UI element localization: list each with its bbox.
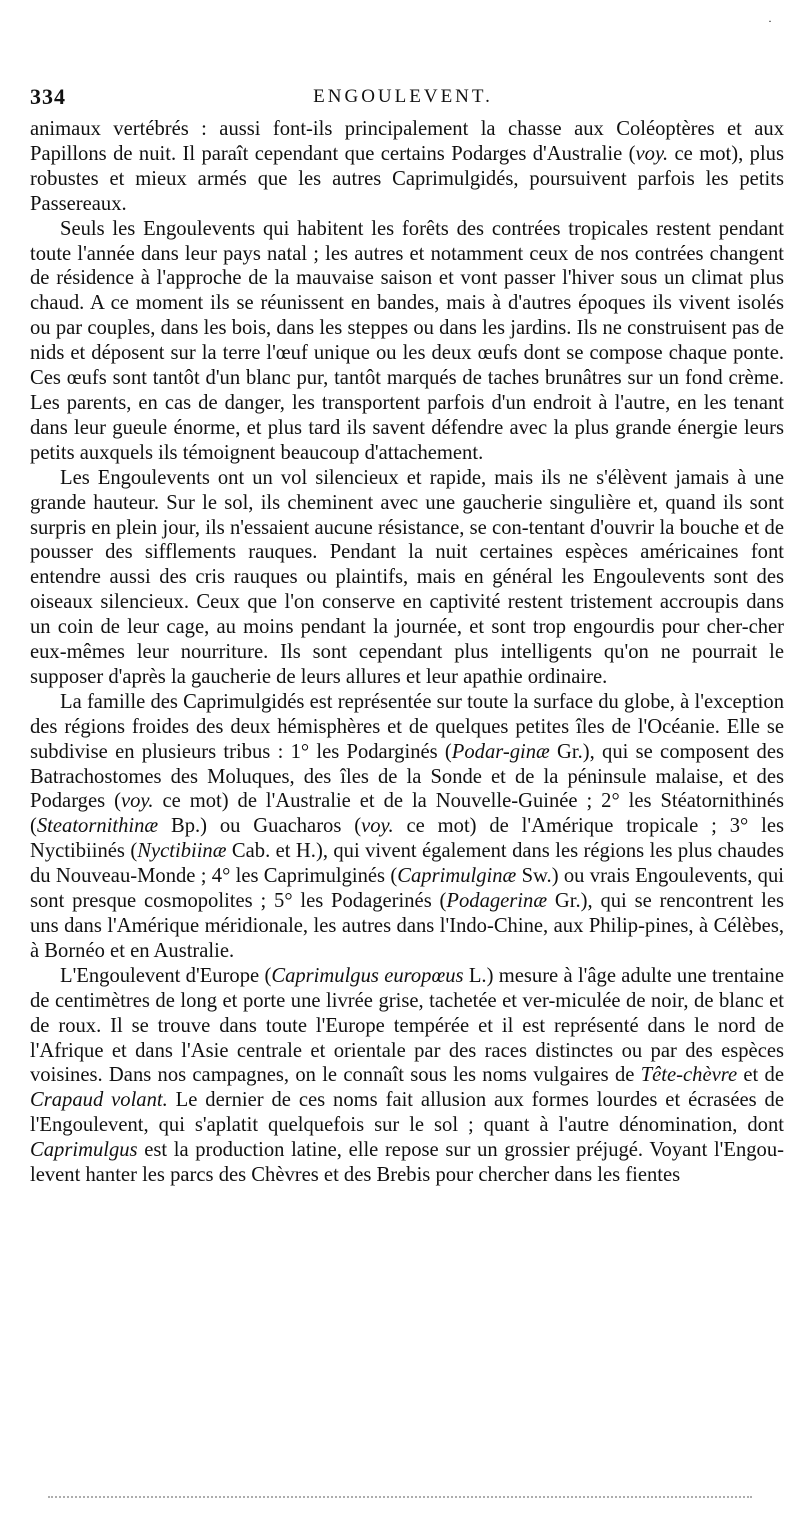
page-header <box>30 14 776 110</box>
paragraph <box>30 466 784 690</box>
body-text <box>30 117 784 1188</box>
text-run: ce mot) de l'Australie et de la Nouvelle-Guinée ; 2° les Stéatornithinés ( <box>30 790 784 838</box>
text-run: animaux vertébrés : aussi font-ils principalement la chasse aux Coléoptères et aux Papillons de nuit. Il paraît cependant que certains Podarges d'Australie ( <box>30 118 784 165</box>
text-run: Les Engoulevents ont un vol silencieux et rapide, mais ils ne s'élèvent jamais à une grande hauteur. Sur le sol, ils cheminent avec une gaucherie singulière et, quand ils sont surpris en plein jour, ils n'essaient aucune résistance, se con-tentant d'ouvrir la bouche et de pousser des sifflements rauques. Pendant la nuit certaines espèces américaines font entendre aussi des cris rauques ou plaintifs, mais en général les Engoulevents sont des oiseaux silencieux. Ceux que l'on conserve en captivité restent tristement accroupis dans un coin de leur cage, au moins pendant la journée, et sont trop engourdis pour cher-cher eux-mêmes leur nourriture. Ils sont cependant plus intelligents qu'on ne pourrait le supposer d'après la gaucherie de leurs allures et leur apathie ordinaire. <box>30 466 784 688</box>
italic-term: voy. <box>361 815 394 838</box>
text-run: ce mot), plus robustes et mieux armés que les autres Caprimulgidés, poursuivent parfois les petits Passereaux. <box>30 142 784 215</box>
text-run: Le dernier de ces noms fait allusion aux formes lourdes et écrasées de l'Engoulevent, qui s'aplatit quelquefois sur le sol ; quant à l'autre dénomination, dont <box>30 1089 784 1137</box>
running-title: ENGOULEVENT. <box>313 86 493 107</box>
italic-term: Caprimulgus <box>30 1139 138 1162</box>
footer-rule <box>48 1496 752 1498</box>
text-run: Gr.), qui se composent des Batrachostomes des Moluques, des îles de la Sonde et de la péninsule malaise, et des Podarges ( <box>30 740 784 813</box>
italic-term: Tête-chèvre <box>640 1064 738 1087</box>
paragraph <box>30 217 784 466</box>
italic-term: voy. <box>635 142 669 165</box>
italic-term: Nyctibiinæ <box>137 840 227 863</box>
italic-term: Caprimulginæ <box>397 865 517 888</box>
text-run: Seuls les Engoulevents qui habitent les forêts des contrées tropicales restent pendant toute l'année dans leur pays natal ; les autres et notamment ceux de nos contrées changent de résidence à l'approche de la mauvaise saison et vont passer l'hiver sous un climat plus chaud. A ce moment ils se réunissent en bandes, mais à d'autres époques ils vivent isolés ou par couples, dans les bois, dans les steppes ou dans les jardins. Ils ne construisent pas de nids et déposent sur la terre l'œuf unique ou les deux œufs dont se compose chaque ponte. Ces œufs sont tantôt d'un blanc pur, tantôt marqués de taches brunâtres sur un fond crème. Les parents, en cas de danger, les transportent parfois d'un endroit à l'autre, en les tenant dans leur gueule énorme, et plus tard ils savent défendre avec la plus grande énergie leurs petits auxquels ils témoignent beaucoup d'attachement. <box>30 217 784 464</box>
text-run: Bp.) ou Guacharos ( <box>158 815 362 838</box>
italic-term: Podar-ginæ <box>451 740 550 763</box>
italic-term: Steatornithinæ <box>36 815 159 838</box>
corner-mark: · <box>768 14 772 28</box>
text-run: L.) mesure à l'âge adulte une trentaine de centimètres de long et porte une livrée grise, tachetée et ver-miculée de noir, de blanc et de roux. Il se trouve dans toute l'Europe tempérée et il est représenté dans le nord de l'Afrique et dans l'Asie centrale et orientale par des races distinctes ou par des espèces voisines. Dans nos campagnes, on le connaît sous les noms vulgaires de <box>30 964 784 1087</box>
text-run: La famille des Caprimulgidés est représentée sur toute la surface du globe, à l'exception des régions froides des deux hémisphères et de quelques petites îles de l'Océanie. Elle se subdivise en plusieurs tribus : 1° les Podarginés ( <box>30 690 784 763</box>
page-number: 334 <box>30 84 66 109</box>
paragraph <box>30 117 784 217</box>
text-run: Cab. et H.), qui vivent également dans les régions les plus chaudes du Nouveau-Monde ; 4° les Caprimulginés ( <box>30 840 784 888</box>
text-run: ce mot) de l'Amérique tropicale ; 3° les Nyctibiinés ( <box>30 815 784 863</box>
paragraph <box>30 690 784 964</box>
text-run: Sw.) ou vrais Engoulevents, qui sont presque cosmopolites ; 5° les Podagerinés ( <box>30 865 784 913</box>
text-run: et de <box>737 1064 784 1087</box>
italic-term: Podagerinæ <box>446 890 548 913</box>
text-run: est la production latine, elle repose sur un grossier préjugé. Voyant l'Engou-levent hanter les parcs des Chèvres et des Brebis pour chercher dans les fientes <box>30 1139 784 1187</box>
paragraph <box>30 964 784 1188</box>
italic-term: Crapaud volant. <box>30 1089 168 1112</box>
text-run: L'Engoulevent d'Europe ( <box>60 964 272 987</box>
italic-term: voy. <box>120 790 154 813</box>
text-run: Gr.), qui se rencontrent les uns dans l'Amérique méridionale, les autres dans l'Indo-Chine, aux Philip-pines, à Célèbes, à Bornéo et en Australie. <box>30 890 784 962</box>
italic-term: Caprimulgus europœus <box>271 964 464 987</box>
